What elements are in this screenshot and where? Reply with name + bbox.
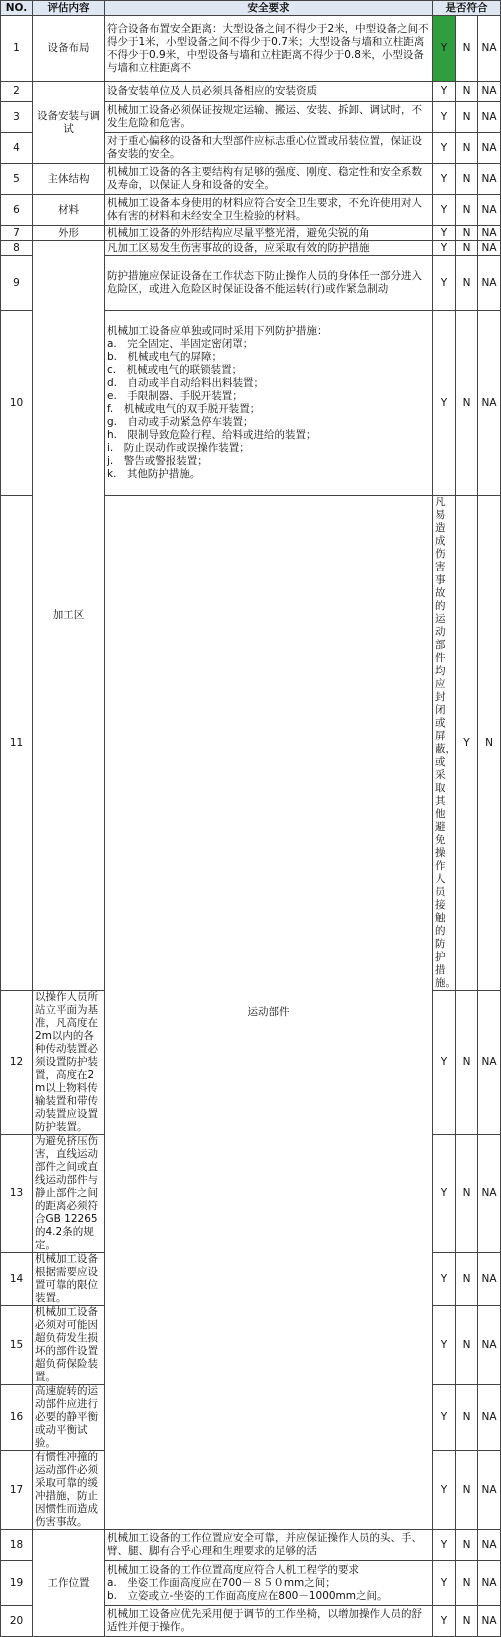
row-number: 15 — [1, 1306, 33, 1385]
table-row — [1, 226, 501, 241]
yes-mark[interactable]: Y — [433, 991, 456, 1135]
category-cell: 设备安装与调试 — [33, 82, 105, 164]
na-mark[interactable]: NA — [478, 1306, 501, 1385]
yes-mark[interactable]: Y — [433, 133, 456, 164]
header-row — [1, 1, 501, 16]
no-mark[interactable]: N — [456, 1385, 478, 1451]
na-mark[interactable]: NA — [478, 1253, 501, 1306]
no-mark[interactable]: N — [456, 1451, 478, 1530]
no-mark[interactable]: N — [456, 1135, 478, 1253]
row-number: 13 — [1, 1135, 33, 1253]
table-row — [1, 241, 501, 256]
row-number: 10 — [1, 311, 33, 496]
no-mark[interactable]: N — [456, 133, 478, 164]
row-number: 16 — [1, 1385, 33, 1451]
requirement-intro: 机械加工设备的工作位置高度应符合人机工程学的要求 — [107, 1563, 359, 1576]
na-mark[interactable]: NA — [478, 16, 501, 82]
no-mark[interactable]: N — [456, 102, 478, 133]
no-mark[interactable]: N — [456, 1606, 478, 1637]
header-no: NO. — [1, 1, 33, 16]
requirement-cell: 凡易造成伤害事故的运动部件均应封闭或屏蔽，或采取其他避免操作人员接触的防护措施。 — [433, 496, 456, 991]
yes-mark[interactable]: Y — [433, 1385, 456, 1451]
list-item: a. 坐姿工作面高度应在700－８５０mm之间； — [107, 1576, 336, 1589]
yes-mark[interactable]: Y — [433, 16, 456, 82]
row-number: 1 — [1, 16, 33, 82]
yes-mark[interactable]: Y — [433, 256, 456, 311]
row-number: 14 — [1, 1253, 33, 1306]
na-mark[interactable]: NA — [478, 256, 501, 311]
header-requirement: 安全要求 — [105, 1, 433, 16]
yes-mark[interactable]: Y — [433, 1606, 456, 1637]
row-number: 19 — [1, 1561, 33, 1606]
na-mark[interactable]: NA — [478, 1530, 501, 1561]
no-mark[interactable]: N — [456, 1306, 478, 1385]
no-mark[interactable]: N — [456, 226, 478, 241]
list-item: d. 自动或半自动给料出料装置； — [107, 377, 265, 389]
requirement-cell: 机械加工设备本身使用的材料应符合安全卫生要求，不允许使用对人体有害的材料和未经安全卫生检验的材料。 — [105, 195, 433, 226]
requirement-cell: 以操作人员所站立平面为基准，凡高度在2m以内的各种传动装置必须设置防护装置，高度在2m以上物料传输装置和带传动装置应设置防护装置。 — [33, 991, 105, 1135]
yes-mark[interactable]: Y — [433, 1530, 456, 1561]
row-number: 11 — [1, 496, 33, 991]
requirement-cell: 高速旋转的运动部件应进行必要的静平衡或动平衡试验。 — [33, 1385, 105, 1451]
list-item: e. 手限制器、手脱开装置； — [107, 390, 243, 402]
table-row — [1, 164, 501, 195]
category-cell: 材料 — [33, 195, 105, 226]
yes-mark[interactable]: Y — [433, 241, 456, 256]
no-mark[interactable]: N — [456, 1561, 478, 1606]
list-item: k. 其他防护措施。 — [107, 468, 201, 480]
na-mark[interactable]: NA — [478, 82, 501, 102]
na-mark[interactable]: NA — [478, 991, 501, 1135]
requirement-cell: 为避免挤压伤害，直线运动部件之间或直线运动部件与静止部件之间的距离必须符合GB 12265的4.2条的规定。 — [33, 1135, 105, 1253]
na-mark[interactable]: NA — [478, 1385, 501, 1451]
row-number: 17 — [1, 1451, 33, 1530]
row-number: 18 — [1, 1530, 33, 1561]
row-number: 4 — [1, 133, 33, 164]
row-number: 5 — [1, 164, 33, 195]
na-mark[interactable]: NA — [478, 241, 501, 256]
na-mark[interactable]: NA — [478, 311, 501, 496]
list-item: i. 防止误动作或误操作装置； — [107, 442, 250, 454]
no-mark[interactable]: N — [456, 16, 478, 82]
list-item: c. 机械或电气的联锁装置； — [107, 364, 243, 376]
na-mark[interactable]: NA — [478, 102, 501, 133]
requirement-cell: 有惯性冲撞的运动部件必须采取可靠的缓冲措施，防止因惯性而造成伤害事故。 — [33, 1451, 105, 1530]
row-number: 8 — [1, 241, 33, 256]
requirement-cell — [105, 311, 433, 496]
na-mark[interactable]: NA — [478, 1451, 501, 1530]
yes-mark[interactable]: Y — [433, 82, 456, 102]
requirement-cell: 对于重心偏移的设备和大型部件应标志重心位置或吊装位置，保证设备安装的安全。 — [105, 133, 433, 164]
table-row — [1, 1530, 501, 1561]
na-mark[interactable]: NA — [478, 1561, 501, 1606]
row-number: 9 — [1, 256, 33, 311]
row-number: 12 — [1, 991, 33, 1135]
na-mark[interactable]: NA — [478, 226, 501, 241]
no-mark[interactable]: N — [456, 82, 478, 102]
category-cell: 工作位置 — [33, 1530, 105, 1637]
row-number: 2 — [1, 82, 33, 102]
no-mark[interactable]: N — [456, 1253, 478, 1306]
table-row — [1, 16, 501, 82]
requirement-cell: 机械加工设备的各主要结构有足够的强度、刚度、稳定性和安全系数及寿命，以保证人身和设备的安全。 — [105, 164, 433, 195]
row-number: 3 — [1, 102, 33, 133]
header-conform: 是否符合 — [433, 1, 501, 16]
na-mark[interactable]: NA — [478, 164, 501, 195]
no-mark[interactable]: N — [456, 311, 478, 496]
list-item: j. 警告或警报装置； — [107, 455, 208, 467]
yes-mark[interactable]: Y — [433, 1451, 456, 1530]
requirement-cell: 机械加工设备必须对可能因超负荷发生损坏的部件设置超负荷保险装置。 — [33, 1306, 105, 1385]
yes-mark[interactable]: Y — [433, 1561, 456, 1606]
list-item: f. 机械或电气的双手脱开装置； — [107, 403, 261, 415]
yes-mark[interactable]: Y — [433, 164, 456, 195]
yes-mark[interactable]: Y — [433, 1135, 456, 1253]
category-cell: 主体结构 — [33, 164, 105, 195]
list-item: b. 机械或电气的屏障； — [107, 351, 223, 363]
requirement-cell: 机械加工设备应优先采用便于调节的工作坐椅，以增加操作人员的舒适性并便于操作。 — [105, 1606, 433, 1637]
row-number: 6 — [1, 195, 33, 226]
list-item: g. 自动或手动紧急停车装置； — [107, 416, 254, 428]
list-item: a. 完全固定、半固定密闭罩； — [107, 338, 254, 350]
requirement-cell: 符合设备布置安全距离：大型设备之间不得少于2米，中型设备之间不得少于1米，小型设备之间不得少于0.7米；大型设备与墙和立柱距离不得少于0.9米，中型设备与墙和立柱距离不得少于0.8米，小型设备与墙和立柱距离不 — [105, 16, 433, 82]
requirement-cell: 机械加工设备必须保证按规定运输、搬运、安装、拆卸、调试时，不发生危险和危害。 — [105, 102, 433, 133]
no-mark[interactable]: N — [456, 195, 478, 226]
requirement-cell — [105, 1561, 433, 1606]
yes-mark[interactable]: Y — [433, 1253, 456, 1306]
requirement-cell: 设备安装单位及人员必须具备相应的安装资质 — [105, 82, 433, 102]
yes-mark[interactable]: Y — [456, 496, 478, 991]
category-cell: 设备布局 — [33, 16, 105, 82]
category-cell: 运动部件 — [105, 496, 433, 1530]
requirement-intro: 机械加工设备应单独或同时采用下列防护措施： — [107, 325, 328, 337]
no-mark[interactable]: N — [456, 241, 478, 256]
requirement-cell: 机械加工设备根据需要应设置可靠的限位装置。 — [33, 1253, 105, 1306]
requirement-cell: 机械加工设备的外形结构应尽量平整光滑，避免尖锐的角 — [105, 226, 433, 241]
table-row — [1, 82, 501, 102]
requirement-cell: 凡加工区易发生伤害事故的设备，应采取有效的防护措施 — [105, 241, 433, 256]
row-number: 7 — [1, 226, 33, 241]
category-cell: 外形 — [33, 226, 105, 241]
yes-mark[interactable]: Y — [433, 195, 456, 226]
requirement-cell: 防护措施应保证设备在工作状态下防止操作人员的身体任一部分进入危险区，或进入危险区时保证设备不能运转(行)或作紧急制动 — [105, 256, 433, 311]
na-mark[interactable]: NA — [478, 133, 501, 164]
na-mark[interactable]: NA — [478, 195, 501, 226]
na-mark[interactable]: NA — [478, 1135, 501, 1253]
no-mark[interactable]: N — [456, 256, 478, 311]
yes-mark[interactable]: Y — [433, 311, 456, 496]
row-number: 20 — [1, 1606, 33, 1637]
no-mark[interactable]: N — [478, 496, 501, 991]
table-row — [1, 195, 501, 226]
list-item: h. 限制导致危险行程、给料或进给的装置； — [107, 429, 317, 441]
header-content: 评估内容 — [33, 1, 105, 16]
requirement-cell: 机械加工设备的工作位置应安全可靠，并应保证操作人员的头、手、臂、腿、脚有合乎心理和生理要求的足够的活 — [105, 1530, 433, 1561]
yes-mark[interactable]: Y — [433, 102, 456, 133]
yes-mark[interactable]: Y — [433, 1306, 456, 1385]
category-cell: 加工区 — [33, 241, 105, 991]
no-mark[interactable]: N — [456, 164, 478, 195]
na-mark[interactable]: NA — [478, 1606, 501, 1637]
yes-mark[interactable]: Y — [433, 226, 456, 241]
no-mark[interactable]: N — [456, 1530, 478, 1561]
no-mark[interactable]: N — [456, 991, 478, 1135]
list-item: b. 立姿或立-坐姿的工作面高度应在800－1000mm之间。 — [107, 1589, 388, 1602]
